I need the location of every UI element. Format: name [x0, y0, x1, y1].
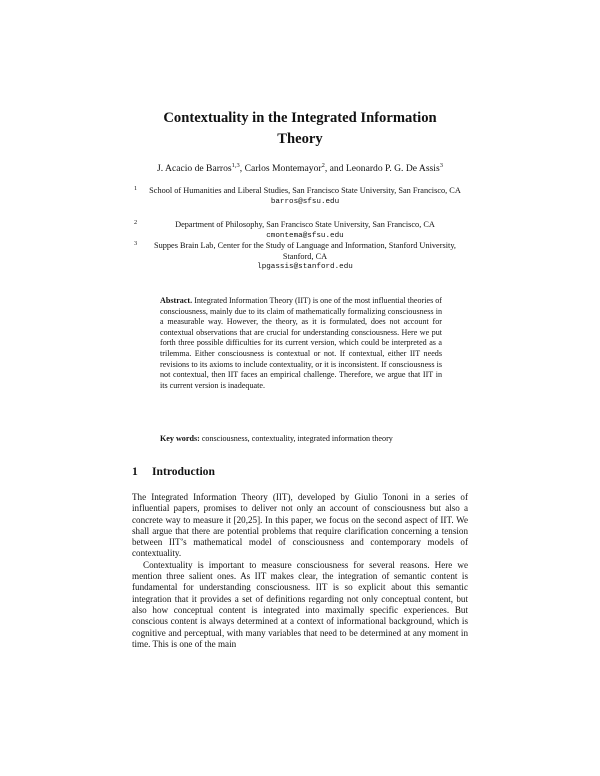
keywords-label: Key words:: [160, 434, 200, 443]
section-heading: [132, 465, 215, 479]
author-affiliation-mark: 1,3: [231, 161, 240, 169]
abstract: [160, 296, 442, 391]
affiliation-text: School of Humanities and Liberal Studies, San Francisco State University, San Francisco, CA: [149, 186, 461, 195]
keywords-text: consciousness, contextuality, integrated information theory: [201, 434, 393, 443]
affiliation-number: 2: [134, 219, 138, 226]
affiliation-3: [134, 240, 470, 273]
section-number: 1: [132, 465, 138, 478]
author-affiliation-mark: 3: [439, 161, 443, 169]
paragraph: The Integrated Information Theory (IIT), developed by Giulio Tononi in a series of influential papers, promises to deliver not only an account of consciousness but also a concrete way to measure it [20,25]. In this paper, we focus on the second aspect of IIT. We shall argue that there are potential problems that require clarification concerning a tension between IIT’s mathematical model of consciousness and contemporary models of contextuality.: [132, 492, 468, 559]
paper-title: [130, 108, 470, 150]
author-name: Carlos Montemayor: [244, 163, 322, 174]
author-affiliation-mark: 2: [321, 161, 325, 169]
title-line-1: Contextuality in the Integrated Information: [163, 110, 437, 126]
author-separator: , and: [324, 163, 346, 174]
affiliation-text: Suppes Brain Lab, Center for the Study of Language and Information, Stanford University, Stanford, CA: [154, 241, 456, 261]
abstract-text: Integrated Information Theory (IIT) is one of the most influential theories of consciousness, mainly due to its claim of mathematically formalizing consciousness in a measurable way. However, the theory, as it is formulated, does not account for contextual observations that are crucial for understanding consciousness. Here we put forth three possible difficulties for its current version, which could be interpreted as a trilemma. Either consciousness is contextual or not. If contextual, either IIT needs revisions to its axioms to include contextuality, or it is inconsistent. If consciousness is not contextual, then IIT faces an empirical challenge. Therefore, we argue that IIT in its current version is inadequate.: [160, 296, 442, 390]
keywords: [160, 434, 442, 445]
affiliation-number: 1: [134, 185, 138, 192]
body-text: [132, 492, 468, 650]
affiliation-email: barros@sfsu.edu: [270, 197, 340, 206]
affiliation-email: cmontema@sfsu.edu: [266, 231, 344, 240]
author-name: Leonardo P. G. De Assis: [345, 163, 440, 174]
author-list: [100, 163, 500, 175]
paragraph: Contextuality is important to measure consciousness for several reasons. Here we mention three salient ones. As IIT makes clear, the integration of semantic content is fundamental for understanding consciousness. IIT is so explicit about this semantic integration that it provides a set of definitions regarding not only conceptual content, but also how conceptual content is integrated into maximally specific experiences. But conscious content is always determined at a context of informational background, which is cognitive and perceptual, with many variables that need to be determined at any moment in time. This is one of the main: [132, 559, 468, 649]
affiliation-text: Department of Philosophy, San Francisco State University, San Francisco, CA: [175, 220, 435, 229]
affiliation-2: [134, 219, 470, 241]
author-separator: ,: [239, 163, 245, 174]
title-line-2: Theory: [277, 131, 323, 147]
section-title: Introduction: [152, 465, 215, 478]
abstract-label: Abstract.: [160, 296, 193, 305]
affiliation-email: lpgassis@stanford.edu: [257, 263, 353, 271]
author-name: J. Acacio de Barros: [157, 163, 232, 174]
affiliation-1: [134, 185, 470, 207]
affiliation-number: 3: [134, 240, 138, 247]
